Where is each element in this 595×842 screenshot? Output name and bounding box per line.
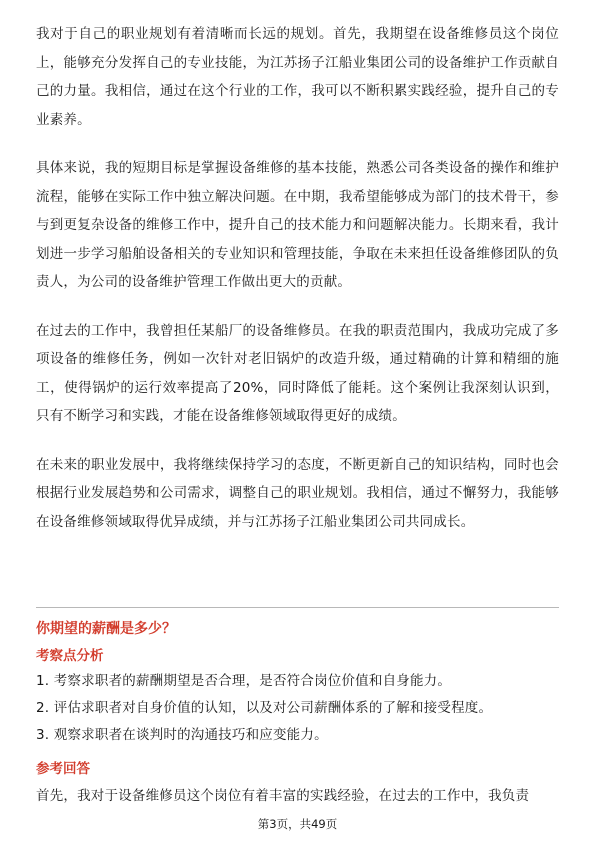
paragraph-career-plan: 我对于自己的职业规划有着清晰而长远的规划。首先，我期望在设备维修员这个岗位上，能够充分发挥自己的专业技能，为江苏扬子江船业集团公司的设备维护工作贡献自己的力量。我相信，通过在这个行业的工作，我可以不断积累实践经验，提升自己的专业素养。 xyxy=(36,26,559,128)
section-divider xyxy=(36,607,559,608)
analysis-item: 3. 观察求职者在谈判时的沟通技巧和应变能力。 xyxy=(36,727,328,743)
page-indicator: 第3页，共49页 xyxy=(257,817,338,831)
answer-heading: 参考回答 xyxy=(36,761,90,777)
question-heading: 你期望的薪酬是多少？ xyxy=(36,621,176,637)
analysis-item: 1. 考察求职者的薪酬期望是否合理，是否符合岗位价值和自身能力。 xyxy=(36,673,452,689)
analysis-item: 2. 评估求职者对自身价值的认知，以及对公司薪酬体系的了解和接受程度。 xyxy=(36,700,493,716)
paragraph-past-experience: 在过去的工作中，我曾担任某船厂的设备维修员。在我的职责范围内，我成功完成了多项设备的维修任务，例如一次针对老旧锅炉的改造升级，通过精确的计算和精细的施工，使得锅炉的运行效率提高了20%，同时降低了能耗。这个案例让我深刻认识到，只有不断学习和实践，才能在设备维修领域取得更好的成绩。 xyxy=(36,322,559,424)
answer-text: 首先，我对于设备维修员这个岗位有着丰富的实践经验，在过去的工作中，我负责 xyxy=(36,788,530,804)
paragraph-goals: 具体来说，我的短期目标是掌握设备维修的基本技能，熟悉公司各类设备的操作和维护流程，能够在实际工作中独立解决问题。在中期，我希望能够成为部门的技术骨干，参与到更复杂设备的维修工作中，提升自己的技术能力和问题解决能力。长期来看，我计划进一步学习船舶设备相关的专业知识和管理技能，争取在未来担任设备维修团队的负责人，为公司的设备维护管理工作做出更大的贡献。 xyxy=(36,160,559,290)
analysis-heading: 考察点分析 xyxy=(36,648,104,664)
main-content xyxy=(36,20,559,556)
qa-section xyxy=(36,616,559,810)
paragraph-future-development: 在未来的职业发展中，我将继续保持学习的态度，不断更新自己的知识结构，同时也会根据行业发展趋势和公司需求，调整自己的职业规划。我相信，通过不懈努力，我能够在设备维修领域取得优异成绩，并与江苏扬子江船业集团公司共同成长。 xyxy=(36,456,559,530)
